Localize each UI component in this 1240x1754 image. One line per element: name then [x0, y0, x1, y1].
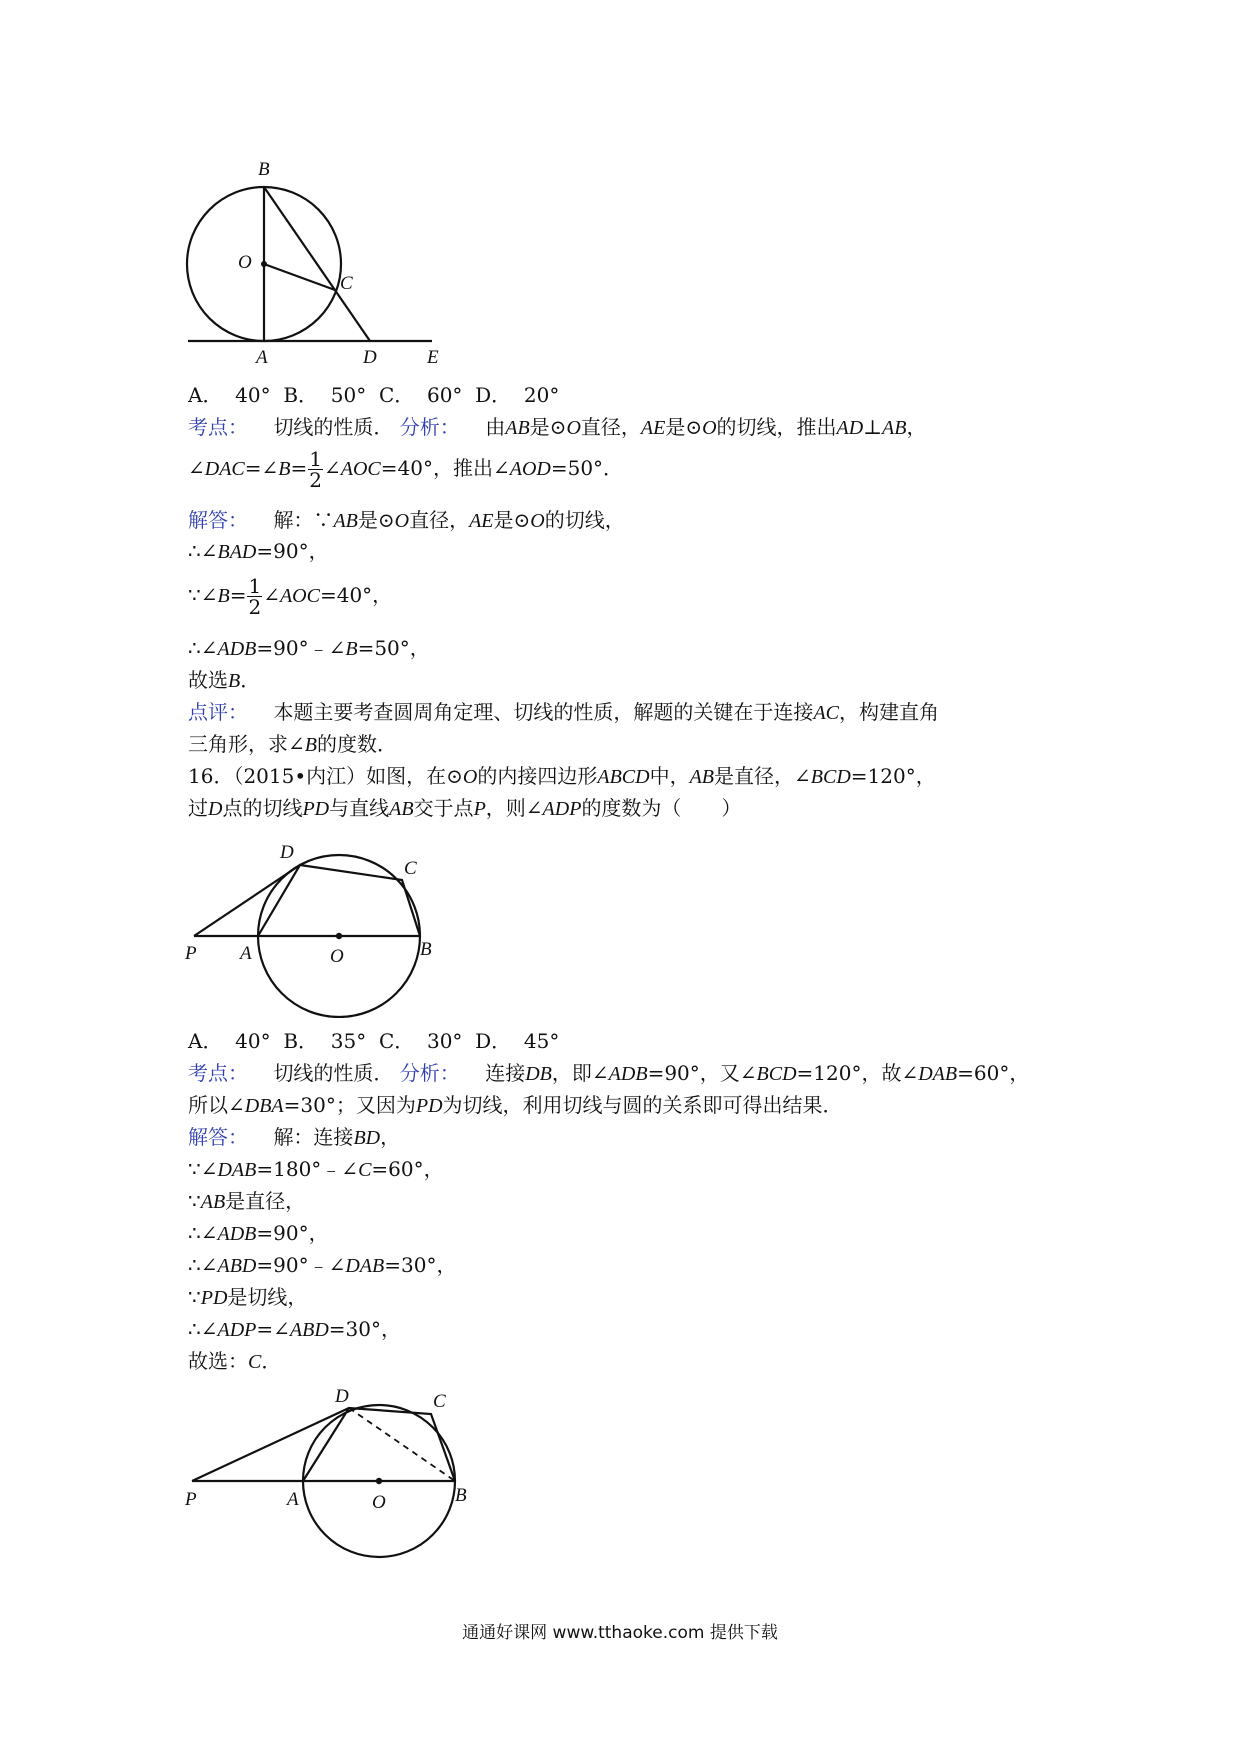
- q16-step-5: [188, 1251, 456, 1280]
- fenxi-text: 是⊙: [665, 415, 703, 439]
- math-var: AD: [836, 417, 864, 439]
- fenxi-text: 的切线，推出: [716, 415, 837, 439]
- math-var: DAB: [345, 1255, 385, 1277]
- option-d-letter: D．: [475, 383, 512, 407]
- step-text: =30°，: [384, 1253, 457, 1277]
- q16-step-4: [188, 1219, 329, 1248]
- fraction-half: [308, 449, 323, 490]
- jieda-text: 解：∵: [273, 508, 334, 532]
- math-var: DAC: [204, 458, 245, 480]
- math-var: O: [566, 417, 581, 439]
- figure-solution-diagram: [180, 1388, 480, 1568]
- step-text: ∴∠: [188, 539, 218, 563]
- q15-options: [188, 381, 559, 409]
- step-text: ∴∠: [188, 1253, 218, 1277]
- step-text: ∵∠: [188, 583, 218, 607]
- q16-jieda-line1: [188, 1123, 400, 1152]
- fenxi-text: =: [290, 456, 308, 480]
- q16-stem-line1: [188, 762, 936, 791]
- math-var: PD: [415, 1095, 443, 1117]
- jieda-text: 直径，: [409, 508, 470, 532]
- jieda-text: 是⊙: [357, 508, 395, 532]
- q15-step-2: [188, 537, 329, 566]
- step-text: =90°，: [256, 539, 329, 563]
- step-text: 是直径，: [225, 1189, 306, 1213]
- label-o: O: [372, 1492, 386, 1513]
- option-d-value: 45°: [523, 1029, 560, 1053]
- step-text: =50°，: [357, 636, 430, 660]
- math-var: PD: [302, 798, 330, 820]
- label-d: D: [363, 347, 377, 368]
- kaodian-text: 切线的性质．: [273, 1061, 394, 1085]
- math-var: P: [473, 798, 486, 820]
- line-bd: [264, 187, 370, 341]
- label-b: B: [455, 1485, 467, 1506]
- jieda-label: 解答：: [188, 1125, 248, 1149]
- jieda-text: ，: [380, 1125, 401, 1149]
- math-var: DAB: [217, 1159, 257, 1181]
- fenxi-text: 连接: [485, 1061, 526, 1085]
- fenxi-text: 直径，: [580, 415, 641, 439]
- option-c-value: 30°: [426, 1029, 463, 1053]
- q15-step-4: [188, 634, 430, 663]
- step-text: ∴∠: [188, 1317, 218, 1341]
- option-d-letter: D．: [475, 1029, 512, 1053]
- math-var: BCD: [810, 766, 851, 788]
- kaodian-label: 考点：: [188, 1061, 248, 1085]
- dianping-label: 点评：: [188, 700, 248, 724]
- math-var: B: [278, 458, 291, 480]
- fenxi-text: ，即∠: [551, 1061, 609, 1085]
- q16-step-3: [188, 1187, 305, 1216]
- jieda-text: 是⊙: [493, 508, 531, 532]
- figure-circle-tangent: [180, 155, 450, 370]
- fenxi-text: =50°．: [550, 456, 624, 480]
- fenxi-text: 是⊙: [529, 415, 567, 439]
- label-c: C: [340, 273, 353, 294]
- q16-stem-line2: [188, 794, 741, 823]
- stem-text: 的度数为（ ）: [581, 796, 742, 820]
- label-a: A: [287, 1489, 299, 1510]
- math-var: BAD: [217, 541, 257, 563]
- math-var: AOC: [340, 458, 381, 480]
- label-c: C: [433, 1391, 446, 1412]
- page-footer: 通通好课网 www.tthaoke.com 提供下载: [462, 1623, 778, 1643]
- step-text: =∠: [256, 1317, 290, 1341]
- dianping-text: 的度数．: [316, 732, 397, 756]
- math-var: O: [702, 417, 717, 439]
- math-var: AOC: [279, 585, 320, 607]
- math-var: AE: [640, 417, 666, 439]
- math-var: B: [217, 585, 230, 607]
- math-var: C: [248, 1351, 262, 1373]
- math-var: DBA: [244, 1095, 284, 1117]
- fraction-denominator: 2: [248, 595, 262, 619]
- fraction-denominator: 2: [309, 468, 322, 492]
- math-var: B: [345, 638, 358, 660]
- math-var: ADP: [217, 1319, 257, 1341]
- math-var: ABCD: [597, 766, 650, 788]
- step-text: 故选: [188, 668, 228, 692]
- math-var: D: [208, 798, 223, 820]
- math-var: ABD: [217, 1255, 257, 1277]
- segment-oc: [264, 264, 335, 290]
- label-d: D: [335, 1388, 349, 1407]
- stem-text: 与直线: [329, 796, 390, 820]
- center-point: [261, 261, 267, 267]
- step-text: ∴∠: [188, 1221, 218, 1245]
- math-var: AC: [813, 702, 839, 724]
- q16-step-2: [188, 1155, 444, 1184]
- step-text: 故选：: [188, 1349, 248, 1373]
- q15-dianping-line2: [188, 730, 397, 759]
- math-var: AB: [689, 766, 715, 788]
- math-var: O: [462, 766, 478, 788]
- math-var: C: [358, 1159, 372, 1181]
- stem-text: 点的切线: [222, 796, 303, 820]
- kaodian-text: 切线的性质．: [273, 415, 394, 439]
- math-var: ADB: [608, 1063, 648, 1085]
- fenxi-text: 为切线，利用切线与圆的关系即可得出结果．: [442, 1093, 843, 1117]
- step-text: ．: [240, 668, 261, 692]
- option-a-letter: A．: [188, 383, 223, 407]
- math-var: ADP: [542, 798, 582, 820]
- option-a-value: 40°: [235, 1029, 271, 1053]
- label-a: A: [240, 943, 252, 964]
- math-var: AB: [882, 417, 907, 439]
- fenxi-text: 所以∠: [188, 1093, 245, 1117]
- step-text: ∵: [188, 1285, 201, 1309]
- stem-text: 16．（2015•内江）如图，在⊙: [188, 764, 463, 788]
- math-var: DB: [525, 1063, 552, 1085]
- math-var: DAB: [918, 1063, 958, 1085]
- step-text: =180°﹣∠: [256, 1157, 359, 1181]
- q15-kaodian-fenxi-line1: [188, 413, 926, 442]
- step-text: ∠: [263, 583, 280, 607]
- q16-step-6: [188, 1283, 307, 1312]
- label-a: A: [256, 347, 268, 368]
- option-c-value: 60°: [426, 383, 463, 407]
- fenxi-text: ，: [906, 415, 927, 439]
- jieda-text: 解：连接: [273, 1125, 354, 1149]
- math-var: ABD: [289, 1319, 329, 1341]
- option-b-value: 50°: [330, 383, 367, 407]
- fenxi-label: 分析：: [399, 1061, 460, 1085]
- fenxi-text: =120°，故∠: [796, 1061, 919, 1085]
- math-var: BD: [353, 1127, 381, 1149]
- math-var: AOD: [509, 458, 551, 480]
- step-text: =40°，: [319, 583, 393, 607]
- jieda-text: 的切线，: [544, 508, 625, 532]
- figure-inscribed-quadrilateral: [180, 838, 450, 1018]
- step-text: =60°，: [371, 1157, 444, 1181]
- step-text: =90°﹣∠: [256, 1253, 346, 1277]
- q15-step-3: [188, 573, 392, 618]
- label-e: E: [427, 347, 439, 368]
- label-o: O: [238, 252, 252, 273]
- q15-jieda-line1: [188, 506, 625, 535]
- dianping-text: ，构建直角: [839, 700, 939, 724]
- math-var: O: [530, 510, 545, 532]
- step-text: 是切线，: [227, 1285, 308, 1309]
- kaodian-label: 考点：: [188, 415, 248, 439]
- math-var: AB: [389, 798, 414, 820]
- dashed-db: [349, 1408, 455, 1481]
- stem-text: 过: [188, 796, 208, 820]
- math-var: AE: [469, 510, 494, 532]
- option-b-letter: B．: [283, 383, 319, 407]
- fenxi-text: =40°，推出∠: [380, 456, 510, 480]
- fenxi-label: 分析：: [399, 415, 460, 439]
- q16-step-8: [188, 1347, 281, 1376]
- stem-text: 的内接四边形: [477, 764, 598, 788]
- fraction-numerator: 1: [309, 447, 322, 471]
- fenxi-text: =60°，: [957, 1061, 1030, 1085]
- dianping-text: 本题主要考查圆周角定理、切线的性质，解题的关键在于连接: [273, 700, 814, 724]
- math-var: AB: [505, 417, 530, 439]
- q16-options: [188, 1027, 559, 1055]
- label-b: B: [420, 939, 432, 960]
- step-text: ∵∠: [188, 1157, 218, 1181]
- math-var: O: [394, 510, 410, 532]
- q15-fenxi-line2: [188, 446, 623, 491]
- label-b: B: [258, 159, 270, 180]
- label-d: D: [280, 842, 294, 863]
- option-d-value: 20°: [523, 383, 560, 407]
- option-b-letter: B．: [283, 1029, 319, 1053]
- center-point: [376, 1478, 382, 1484]
- math-var: ADB: [217, 1223, 257, 1245]
- label-p: P: [185, 1489, 197, 1510]
- fenxi-text: =90°，又∠: [647, 1061, 757, 1085]
- fenxi-text: =30°；又因为: [283, 1093, 416, 1117]
- step-text: =90°﹣∠: [256, 636, 346, 660]
- math-var: ADB: [217, 638, 257, 660]
- math-var: BCD: [756, 1063, 797, 1085]
- fenxi-text: 由: [485, 415, 506, 439]
- label-p: P: [185, 943, 197, 964]
- stem-text: ，则∠: [485, 796, 543, 820]
- q16-kaodian-fenxi-line1: [188, 1059, 1029, 1088]
- fraction-half: [247, 576, 262, 617]
- math-var: AB: [333, 510, 358, 532]
- stem-text: 交于点: [413, 796, 474, 820]
- q15-step-5: [188, 666, 260, 695]
- option-c-letter: C．: [378, 1029, 415, 1053]
- math-var: PD: [200, 1287, 228, 1309]
- label-c: C: [404, 858, 417, 879]
- step-text: =90°，: [256, 1221, 329, 1245]
- center-point: [336, 933, 342, 939]
- tangent-pd: [194, 865, 300, 936]
- stem-text: 是直径，∠: [714, 764, 811, 788]
- math-var: B: [304, 734, 317, 756]
- option-a-value: 40°: [235, 383, 271, 407]
- label-o: O: [330, 946, 344, 967]
- step-text: ∴∠: [188, 636, 218, 660]
- option-c-letter: C．: [378, 383, 415, 407]
- math-var: AB: [200, 1191, 226, 1213]
- fenxi-text: ⊥: [863, 415, 883, 439]
- step-text: ．: [261, 1349, 282, 1373]
- step-text: =: [229, 583, 247, 607]
- dianping-text: 三角形，求∠: [188, 732, 305, 756]
- option-b-value: 35°: [330, 1029, 367, 1053]
- jieda-label: 解答：: [188, 508, 248, 532]
- option-a-letter: A．: [188, 1029, 223, 1053]
- stem-text: =120°，: [850, 764, 936, 788]
- q15-dianping-line1: [188, 698, 939, 727]
- step-text: ∵: [188, 1189, 201, 1213]
- q16-step-7: [188, 1315, 401, 1344]
- step-text: =30°，: [328, 1317, 401, 1341]
- fenxi-text: ∠: [324, 456, 341, 480]
- stem-text: 中，: [649, 764, 690, 788]
- fenxi-text: =∠: [244, 456, 279, 480]
- math-var: B: [228, 670, 241, 692]
- fraction-numerator: 1: [248, 574, 262, 598]
- q16-fenxi-line2: [188, 1091, 843, 1120]
- fenxi-text: ∠: [188, 456, 205, 480]
